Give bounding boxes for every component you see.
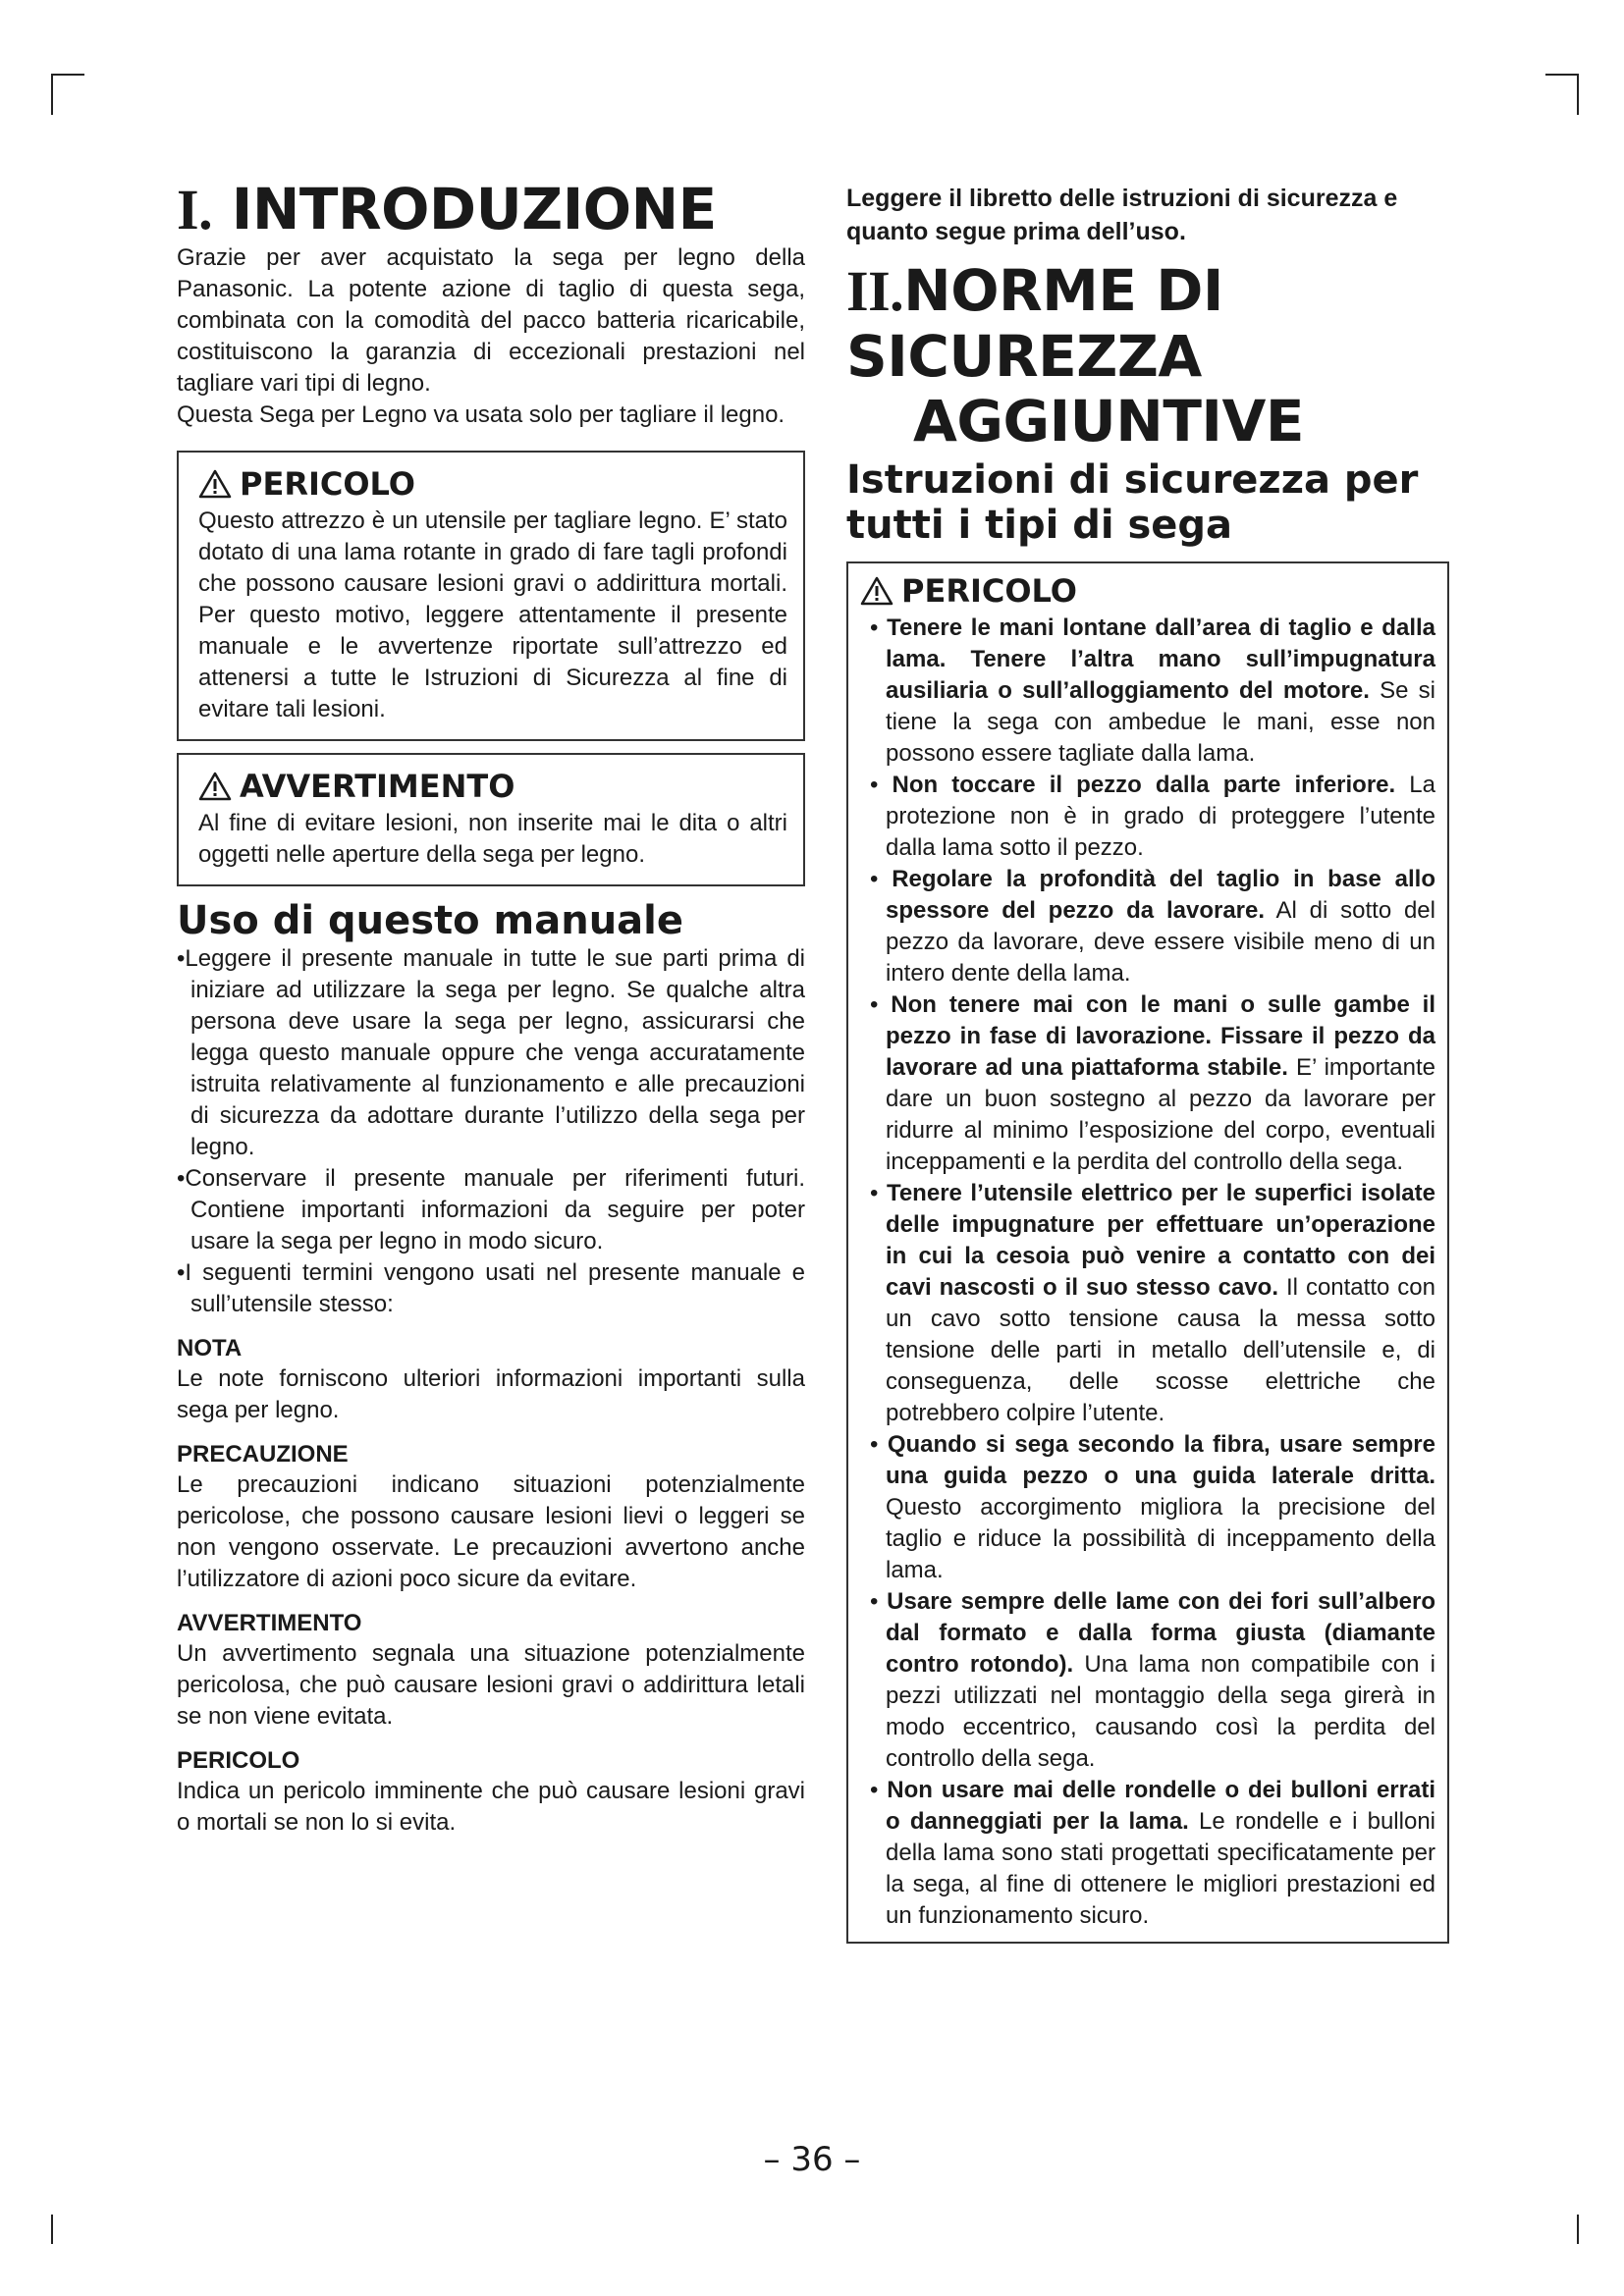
safety-title-line2: AGGIUNTIVE: [913, 388, 1304, 454]
warning-triangle-icon: [860, 576, 893, 606]
list-item: • Tenere le mani lontane dall’area di taglio e dalla lama. Tenere l’altra mano sull’impugnatura ausiliaria o sull’alloggiamento del motore. Se si tiene la sega con ambedue le mani, esse non possono essere tagliate dalla lama.: [870, 614, 1436, 767]
intro-paragraph-usage: Questa Sega per Legno va usata solo per tagliare il legno.: [177, 401, 785, 428]
left-column: [177, 177, 805, 1839]
list-item: • Quando si sega secondo la fibra, usare sempre una guida pezzo o una guida laterale dritta. Questo accorgimento migliora la precisione del taglio e riduce la possibilità di inceppamento della lama.: [870, 1431, 1435, 1583]
term-label-avvertimento: AVVERTIMENTO: [177, 1610, 362, 1636]
danger-box-text: Questo attrezzo è un utensile per tagliare legno. E’ stato dotato di una lama rotante in grado di fare tagli profondi che possono causare lesioni gravi o addirittura mortali. Per questo motivo, leggere attentamente il presente manuale e le avvertenze riportate sull’attrezzo ed attenersi a tutte le Istruzioni di Sicurezza al fine di evitare tali lesioni.: [198, 507, 787, 722]
warning-box-text: Al fine di evitare lesioni, non inserite mai le dita o altri oggetti nelle aperture della sega per legno.: [198, 810, 787, 868]
list-item: • Non usare mai delle rondelle o dei bulloni errati o danneggiati per la lama. Le rondelle e i bulloni della lama sono stati progettati specificatamente per la sega, al fine di ottenere le migliori prestazioni ed un funzionamento sicuro.: [870, 1777, 1435, 1929]
crop-mark-top-right-v: [1577, 74, 1579, 115]
term-text-pericolo: Indica un pericolo imminente che può causare lesioni gravi o mortali se non lo si evita.: [177, 1778, 805, 1836]
safety-danger-box: [846, 561, 1449, 1944]
crop-mark-top-left-v: [51, 74, 53, 115]
right-column: [846, 182, 1449, 1944]
lead-instruction: Leggere il libretto delle istruzioni di sicurezza e quanto segue prima dell’uso.: [846, 185, 1398, 245]
term-label-precauzione: PRECAUZIONE: [177, 1441, 349, 1468]
safety-danger-box-title: PERICOLO: [860, 571, 1435, 611]
list-item: • Non toccare il pezzo dalla parte inferiore. La protezione non è in grado di proteggere l’utente dalla lama sotto il pezzo.: [870, 772, 1435, 861]
list-item: • Usare sempre delle lame con dei fori sull’albero dal formato e dalla forma giusta (diamante contro rotondo). Una lama non compatibile con i pezzi utilizzati nel montaggio della sega girerà in modo eccentrico, causando così la perdita del controllo della sega.: [870, 1588, 1435, 1772]
crop-mark-bottom-left: [51, 2215, 53, 2244]
safety-subtitle: Istruzioni di sicurezza per tutti i tipi di sega: [846, 457, 1419, 548]
list-item: • Non tenere mai con le mani o sulle gambe il pezzo in fase di lavorazione. Fissare il pezzo da lavorare ad una piattaforma stabile. E’ importante dare un buon sostegno al pezzo da lavorare per ridurre al minimo l’esposizione del corpo, eventuali inceppamenti e la perdita del controllo della sega.: [870, 991, 1436, 1175]
warning-box-title: AVVERTIMENTO: [198, 767, 787, 806]
term-text-avvertimento: Un avvertimento segnala una situazione potenzialmente pericolosa, che può causare lesioni gravi o addirittura letali se non viene evitata.: [177, 1640, 805, 1730]
safety-list: [860, 613, 1435, 1932]
manual-list: [177, 943, 805, 1320]
list-item: •Conservare il presente manuale per riferimenti futuri. Contiene importanti informazioni da seguire per poter usare la sega per legno in modo sicuro.: [177, 1165, 805, 1255]
danger-box-title: PERICOLO: [198, 464, 787, 504]
list-item: • Tenere l’utensile elettrico per le superfici isolate delle impugnature per effettuare un’operazione in cui la cesoia può venire a contatto con dei cavi nascosti o il suo stesso cavo. Il contatto con un cavo sotto tensione causa la messa sotto tensione delle parti in metallo dell’utensile e, di conseguenza, delle scosse elettriche che potrebbero colpire l’utente.: [870, 1180, 1436, 1426]
warning-triangle-icon: [198, 772, 232, 801]
intro-title: I. INTRODUZIONE: [177, 176, 717, 242]
term-text-nota: Le note forniscono ulteriori informazioni importanti sulla sega per legno.: [177, 1365, 805, 1423]
safety-title: II.NORME DI SICUREZZA: [846, 257, 1223, 390]
danger-box: [177, 451, 805, 741]
list-item: • Regolare la profondità del taglio in base allo spessore del pezzo da lavorare. Al di sotto del pezzo da lavorare, deve essere visibile meno di un intero dente della lama.: [870, 866, 1435, 987]
crop-mark-top-right-h: [1545, 74, 1579, 76]
warning-box: [177, 753, 805, 886]
term-label-nota: NOTA: [177, 1335, 243, 1362]
list-item: •Leggere il presente manuale in tutte le sue parti prima di iniziare ad utilizzare la sega per legno. Se qualche altra persona deve usare la sega per legno, assicurarsi che legga questo manuale oppure che venga accuratamente istruita relativamente al funzionamento e alle precauzioni di sicurezza da adottare durante l’utilizzo della sega per legno.: [177, 945, 805, 1160]
crop-mark-top-left-h: [51, 74, 84, 76]
list-item: •I seguenti termini vengono usati nel presente manuale e sull’utensile stesso:: [177, 1259, 805, 1317]
page-number: – 36 –: [763, 2140, 861, 2179]
warning-triangle-icon: [198, 469, 232, 499]
crop-mark-bottom-right: [1577, 2215, 1579, 2244]
intro-paragraph: Grazie per aver acquistato la sega per legno della Panasonic. La potente azione di taglio di questa sega, combinata con la comodità del pacco batteria ricaricabile, costituiscono la garanzia di eccezionali prestazioni nel tagliare vari tipi di legno.: [177, 244, 805, 397]
manual-heading: Uso di questo manuale: [177, 898, 683, 943]
term-label-pericolo: PERICOLO: [177, 1747, 300, 1774]
term-text-precauzione: Le precauzioni indicano situazioni potenzialmente pericolose, che possono causare lesioni lievi o leggeri se non vengono osservate. Le precauzioni avvertono anche l’utilizzatore di azioni poco sicure da evitare.: [177, 1471, 805, 1592]
